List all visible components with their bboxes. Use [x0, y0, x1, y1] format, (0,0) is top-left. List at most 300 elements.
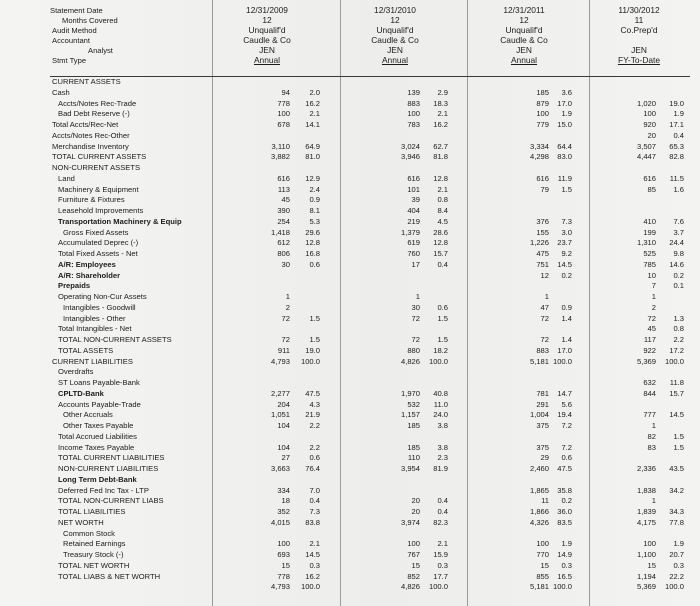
- row-percent: 17.7: [433, 571, 448, 581]
- row-percent: 34.3: [669, 507, 684, 516]
- row-percent: 0.8: [437, 195, 448, 205]
- row-label: Overdrafts: [58, 367, 94, 377]
- row-percent: 12.8: [433, 238, 448, 248]
- row-percent: 0.3: [561, 560, 572, 570]
- row-percent: 0.3: [309, 560, 320, 570]
- row-amount: 2,277: [270, 388, 290, 398]
- row-label: Merchandise Inventory: [52, 141, 129, 151]
- row-amount: 616: [536, 173, 549, 183]
- header-accountant: Caudle & Co: [243, 35, 291, 45]
- row-amount: 7: [651, 281, 656, 291]
- row-percent: 19.0: [305, 345, 320, 355]
- row-amount: 779: [536, 120, 549, 129]
- row-amount: 4,326: [529, 517, 549, 527]
- row-percent: 8.4: [437, 206, 448, 215]
- row-percent: 23.7: [557, 238, 572, 248]
- row-label: Other Accruals: [63, 410, 113, 420]
- row-percent: 100.0: [664, 582, 684, 592]
- row-percent: 2.0: [309, 87, 320, 97]
- row-percent: 0.3: [437, 560, 448, 570]
- row-label: Leasehold Improvements: [58, 206, 144, 215]
- row-amount: 1,310: [636, 238, 656, 248]
- row-amount: 1,970: [400, 388, 420, 398]
- row-percent: 62.7: [433, 141, 448, 151]
- row-percent: 1.9: [673, 109, 684, 119]
- row-amount: 525: [643, 249, 656, 258]
- row-amount: 619: [407, 238, 420, 248]
- row-percent: 40.8: [433, 388, 448, 398]
- row-percent: 1.9: [561, 109, 572, 119]
- row-amount: 1,194: [636, 571, 656, 581]
- header-months: 11: [634, 15, 644, 25]
- row-amount: 920: [643, 120, 656, 129]
- row-percent: 1.5: [309, 313, 320, 323]
- row-amount: 20: [647, 130, 656, 140]
- row-percent: 100.0: [664, 356, 684, 366]
- row-percent: 100.0: [552, 582, 572, 592]
- header-analyst: JEN: [259, 45, 275, 55]
- row-label: Bad Debt Reserve (-): [58, 109, 130, 119]
- row-percent: 0.9: [561, 302, 572, 312]
- row-percent: 3.8: [437, 421, 448, 430]
- row-amount: 104: [277, 442, 290, 452]
- header-date: 12/31/2009: [246, 5, 288, 15]
- row-amount: 1,379: [400, 227, 420, 237]
- row-amount: 616: [277, 173, 290, 183]
- row-label: TOTAL ASSETS: [58, 345, 114, 355]
- row-percent: 14.1: [305, 120, 320, 129]
- row-percent: 2.2: [309, 421, 320, 430]
- row-percent: 7.2: [561, 442, 572, 452]
- row-amount: 334: [277, 485, 290, 495]
- row-amount: 410: [643, 216, 656, 226]
- row-amount: 1,865: [529, 485, 549, 495]
- row-amount: 199: [643, 227, 656, 237]
- row-amount: 15: [540, 560, 549, 570]
- row-amount: 100: [407, 109, 420, 119]
- row-percent: 12.8: [305, 238, 320, 248]
- row-amount: 3,110: [271, 141, 290, 151]
- row-amount: 100: [536, 109, 549, 119]
- row-label: CURRENT ASSETS: [52, 77, 121, 86]
- row-percent: 1.5: [673, 431, 684, 441]
- row-amount: 390: [277, 206, 290, 215]
- row-amount: 72: [281, 313, 290, 323]
- header-date: 11/30/2012: [618, 5, 660, 15]
- row-label: Machinery & Equipment: [58, 184, 139, 194]
- row-percent: 12.9: [305, 173, 320, 183]
- row-amount: 113: [277, 184, 290, 194]
- row-amount: 3,024: [400, 141, 420, 151]
- row-label: Deferred Fed Inc Tax - LTP: [58, 485, 149, 495]
- column-divider: [212, 0, 213, 606]
- row-percent: 7.6: [673, 216, 684, 226]
- row-amount: 72: [540, 335, 549, 344]
- row-amount: 1,226: [529, 238, 549, 248]
- row-percent: 18.2: [433, 345, 448, 355]
- row-label: TOTAL NON-CURRENT ASSETS: [58, 335, 172, 344]
- row-amount: 11: [541, 496, 549, 506]
- row-amount: 911: [277, 345, 290, 355]
- row-amount: 4,298: [529, 152, 549, 162]
- row-amount: 777: [643, 410, 656, 420]
- row-amount: 2,460: [529, 464, 549, 473]
- row-label: TOTAL LIABS & NET WORTH: [58, 571, 161, 581]
- row-label: Total Fixed Assets - Net: [58, 249, 138, 258]
- row-percent: 12.8: [433, 173, 448, 183]
- row-amount: 1,004: [529, 410, 549, 420]
- row-percent: 77.8: [669, 517, 684, 527]
- header-audit: Unqualif'd: [505, 25, 543, 35]
- row-amount: 1: [544, 292, 549, 301]
- row-amount: 4,826: [400, 582, 420, 592]
- row-amount: 2,336: [636, 464, 656, 473]
- row-amount: 100: [643, 109, 656, 119]
- row-percent: 65.3: [669, 141, 684, 151]
- row-percent: 8.1: [309, 206, 320, 215]
- row-percent: 16.5: [557, 571, 572, 581]
- row-percent: 9.8: [673, 249, 684, 258]
- row-percent: 17.1: [669, 120, 684, 129]
- column-divider: [467, 0, 468, 606]
- row-amount: 1: [651, 421, 656, 430]
- row-amount: 100: [277, 109, 290, 119]
- row-amount: 100: [407, 539, 420, 549]
- row-label: A/R: Shareholder: [58, 270, 121, 280]
- row-amount: 3,507: [636, 141, 656, 151]
- row-percent: 83.0: [557, 152, 572, 162]
- row-label: Treasury Stock (-): [63, 550, 124, 559]
- row-amount: 475: [536, 249, 549, 258]
- row-percent: 16.8: [305, 249, 320, 258]
- row-label: Income Taxes Payable: [58, 442, 135, 452]
- row-label: Total Accrued Liabilities: [58, 431, 137, 441]
- row-amount: 104: [277, 421, 290, 430]
- row-percent: 100.0: [552, 356, 572, 366]
- row-label: TOTAL LIABILITIES: [58, 507, 126, 516]
- row-amount: 39: [411, 195, 420, 205]
- row-amount: 751: [536, 259, 549, 269]
- row-percent: 16.2: [433, 120, 448, 129]
- row-percent: 16.2: [305, 571, 320, 581]
- row-amount: 100: [277, 539, 290, 549]
- row-percent: 1.5: [561, 184, 572, 194]
- row-label: NET WORTH: [58, 517, 104, 527]
- row-amount: 3,946: [400, 152, 420, 162]
- header-analyst: JEN: [516, 45, 532, 55]
- row-percent: 7.3: [309, 507, 320, 516]
- row-label: TOTAL NET WORTH: [58, 560, 130, 570]
- header-months: 12: [390, 15, 400, 25]
- row-amount: 844: [643, 388, 656, 398]
- row-amount: 1: [651, 496, 656, 506]
- row-percent: 14.9: [557, 550, 572, 559]
- row-amount: 1,838: [636, 485, 656, 495]
- header-analyst: JEN: [387, 45, 403, 55]
- row-amount: 110: [407, 453, 420, 463]
- header-accountant: Caudle & Co: [371, 35, 419, 45]
- row-percent: 4.3: [309, 399, 320, 409]
- row-percent: 1.5: [309, 335, 320, 344]
- row-amount: 1,157: [400, 410, 420, 420]
- row-label: Accounts Payable-Trade: [58, 399, 141, 409]
- row-percent: 3.0: [561, 227, 572, 237]
- row-percent: 1.5: [673, 442, 684, 452]
- row-label: Intangibles - Goodwill: [63, 302, 136, 312]
- row-percent: 11.5: [669, 173, 684, 183]
- row-percent: 82.8: [669, 152, 684, 162]
- header-months: 12: [519, 15, 529, 25]
- row-percent: 82.3: [433, 517, 448, 527]
- row-label: Land: [58, 173, 75, 183]
- row-percent: 21.9: [305, 410, 320, 420]
- row-percent: 16.2: [305, 98, 320, 108]
- header-date: 12/31/2010: [374, 5, 416, 15]
- row-amount: 219: [407, 216, 420, 226]
- row-amount: 4,175: [636, 517, 656, 527]
- row-percent: 0.4: [437, 496, 448, 506]
- row-percent: 1.9: [561, 539, 572, 549]
- row-amount: 4,447: [636, 152, 656, 162]
- row-percent: 0.1: [673, 281, 684, 291]
- row-percent: 3.8: [437, 442, 448, 452]
- row-percent: 14.5: [305, 550, 320, 559]
- row-percent: 47.5: [305, 388, 320, 398]
- row-percent: 1.5: [437, 335, 448, 344]
- row-percent: 83.5: [557, 517, 572, 527]
- row-percent: 2.1: [437, 109, 448, 119]
- row-percent: 100.0: [428, 582, 448, 592]
- row-percent: 3.6: [561, 87, 572, 97]
- row-label: Total Accts/Rec-Net: [52, 120, 119, 129]
- row-amount: 139: [407, 87, 420, 97]
- header-analyst: JEN: [631, 45, 647, 55]
- header-label: Statement Date: [50, 6, 103, 15]
- row-amount: 15: [411, 560, 420, 570]
- row-amount: 1,051: [270, 410, 290, 420]
- header-type: Annual: [510, 55, 538, 65]
- row-amount: 778: [277, 571, 290, 581]
- row-percent: 2.2: [673, 335, 684, 344]
- row-percent: 4.5: [437, 216, 448, 226]
- row-percent: 100.0: [300, 356, 320, 366]
- row-percent: 0.8: [673, 324, 684, 334]
- row-percent: 0.4: [437, 507, 448, 516]
- row-label: NON-CURRENT LIABILITIES: [58, 464, 159, 473]
- row-amount: 12: [540, 270, 549, 280]
- row-amount: 85: [647, 184, 656, 194]
- row-amount: 785: [643, 259, 656, 269]
- row-label: CPLTD-Bank: [58, 388, 104, 398]
- header-audit: Unqualif'd: [376, 25, 414, 35]
- row-percent: 14.5: [557, 259, 572, 269]
- row-percent: 0.3: [673, 560, 684, 570]
- row-amount: 30: [411, 302, 420, 312]
- row-amount: 376: [536, 216, 549, 226]
- row-percent: 2.1: [309, 109, 320, 119]
- header-audit: Co.Prep'd: [620, 25, 658, 35]
- row-percent: 19.0: [669, 98, 684, 108]
- row-percent: 11.0: [433, 399, 448, 409]
- row-percent: 17.0: [557, 345, 572, 355]
- row-amount: 781: [536, 388, 549, 398]
- row-amount: 10: [647, 270, 656, 280]
- row-amount: 20: [411, 496, 420, 506]
- row-percent: 11.9: [557, 173, 572, 183]
- row-percent: 20.7: [669, 550, 684, 559]
- row-percent: 1.4: [561, 335, 572, 344]
- row-percent: 0.6: [309, 453, 320, 463]
- row-label: Accts/Notes Rec-Other: [52, 130, 130, 140]
- row-amount: 1,100: [636, 550, 656, 559]
- row-amount: 778: [277, 98, 290, 108]
- row-amount: 1: [285, 292, 290, 301]
- row-percent: 28.6: [433, 227, 448, 237]
- row-amount: 155: [536, 227, 549, 237]
- row-amount: 254: [277, 216, 290, 226]
- column-divider: [340, 0, 341, 606]
- row-amount: 1: [415, 292, 420, 301]
- row-label: ST Loans Payable-Bank: [58, 378, 140, 387]
- row-amount: 806: [277, 249, 290, 258]
- row-amount: 783: [407, 120, 420, 129]
- row-amount: 1,020: [636, 98, 656, 108]
- row-percent: 76.4: [305, 464, 320, 473]
- row-amount: 72: [540, 313, 549, 323]
- row-percent: 7.0: [309, 485, 320, 495]
- row-amount: 883: [536, 345, 549, 355]
- row-amount: 4,793: [270, 582, 290, 592]
- row-percent: 1.5: [437, 313, 448, 323]
- row-amount: 612: [277, 238, 290, 248]
- row-amount: 79: [540, 184, 549, 194]
- row-percent: 2.1: [309, 539, 320, 549]
- header-label: Analyst: [88, 46, 113, 55]
- row-label: Cash: [52, 87, 70, 97]
- row-amount: 72: [647, 313, 656, 323]
- row-amount: 17: [411, 259, 420, 269]
- row-amount: 83: [647, 442, 656, 452]
- column-divider: [589, 0, 590, 606]
- row-amount: 879: [536, 98, 549, 108]
- row-percent: 1.3: [673, 313, 684, 323]
- row-amount: 375: [536, 421, 549, 430]
- row-percent: 5.3: [309, 216, 320, 226]
- row-label: Total Intangibles - Net: [58, 324, 132, 334]
- row-amount: 72: [411, 335, 420, 344]
- row-percent: 81.0: [305, 152, 320, 162]
- row-percent: 17.2: [669, 345, 684, 355]
- row-percent: 64.9: [305, 141, 320, 151]
- row-percent: 29.6: [305, 227, 320, 237]
- row-amount: 616: [407, 173, 420, 183]
- row-amount: 204: [277, 399, 290, 409]
- row-label: TOTAL NON-CURRENT LIABS: [58, 496, 164, 506]
- row-amount: 117: [643, 335, 656, 344]
- row-percent: 24.0: [433, 410, 448, 420]
- row-percent: 22.2: [669, 571, 684, 581]
- row-percent: 2.4: [309, 184, 320, 194]
- row-percent: 100.0: [428, 356, 448, 366]
- row-percent: 3.7: [673, 227, 684, 237]
- row-label: A/R: Employees: [58, 259, 116, 269]
- row-amount: 27: [281, 453, 290, 463]
- row-label: Accts/Notes Rec-Trade: [58, 98, 137, 108]
- row-amount: 3,974: [400, 517, 420, 527]
- header-type: Annual: [253, 55, 281, 65]
- row-amount: 5,181: [529, 356, 549, 366]
- row-percent: 24.4: [669, 238, 684, 248]
- row-amount: 1,418: [270, 227, 290, 237]
- row-amount: 855: [536, 571, 549, 581]
- row-amount: 883: [407, 98, 420, 108]
- row-label: Transportation Machinery & Equip: [58, 216, 182, 226]
- row-amount: 15: [647, 560, 656, 570]
- row-percent: 15.0: [557, 120, 572, 129]
- row-amount: 760: [407, 249, 420, 258]
- row-amount: 94: [281, 87, 290, 97]
- row-percent: 35.8: [557, 485, 572, 495]
- row-amount: 2: [651, 302, 656, 312]
- row-amount: 3,334: [529, 141, 549, 151]
- row-percent: 2.1: [437, 184, 448, 194]
- row-amount: 678: [277, 120, 290, 129]
- row-label: Retained Earnings: [63, 539, 126, 549]
- row-label: CURRENT LIABILITIES: [52, 356, 133, 366]
- row-label: Furniture & Fixtures: [58, 195, 125, 205]
- row-amount: 852: [407, 571, 420, 581]
- row-amount: 5,369: [636, 582, 656, 592]
- row-amount: 880: [407, 345, 420, 355]
- row-amount: 616: [643, 173, 656, 183]
- row-amount: 185: [407, 442, 420, 452]
- row-percent: 0.9: [309, 195, 320, 205]
- row-percent: 81.9: [433, 464, 448, 473]
- row-amount: 3,882: [270, 152, 290, 162]
- row-amount: 185: [407, 421, 420, 430]
- row-percent: 1.4: [561, 313, 572, 323]
- row-amount: 770: [536, 550, 549, 559]
- row-percent: 0.6: [437, 302, 448, 312]
- header-type: Annual: [381, 55, 409, 65]
- row-amount: 767: [407, 550, 420, 559]
- row-percent: 14.7: [557, 388, 572, 398]
- header-months: 12: [262, 15, 272, 25]
- row-percent: 1.6: [673, 184, 684, 194]
- row-amount: 404: [407, 206, 420, 215]
- row-percent: 17.0: [557, 98, 572, 108]
- row-amount: 100: [643, 539, 656, 549]
- row-percent: 14.5: [669, 410, 684, 420]
- row-label: TOTAL CURRENT ASSETS: [52, 152, 147, 162]
- row-amount: 4,015: [270, 517, 290, 527]
- row-percent: 100.0: [300, 582, 320, 592]
- row-percent: 2.2: [309, 442, 320, 452]
- row-amount: 532: [407, 399, 420, 409]
- row-amount: 3,954: [400, 464, 420, 473]
- row-amount: 632: [643, 378, 656, 387]
- header-label: Accountant: [52, 36, 90, 45]
- row-amount: 375: [536, 442, 549, 452]
- row-percent: 0.4: [437, 259, 448, 269]
- header-audit: Unqualif'd: [248, 25, 286, 35]
- row-percent: 2.1: [437, 539, 448, 549]
- row-amount: 29: [540, 453, 549, 463]
- row-percent: 0.6: [309, 259, 320, 269]
- row-percent: 1.9: [673, 539, 684, 549]
- row-label: TOTAL CURRENT LIABILITIES: [58, 453, 165, 463]
- row-amount: 4,793: [270, 356, 290, 366]
